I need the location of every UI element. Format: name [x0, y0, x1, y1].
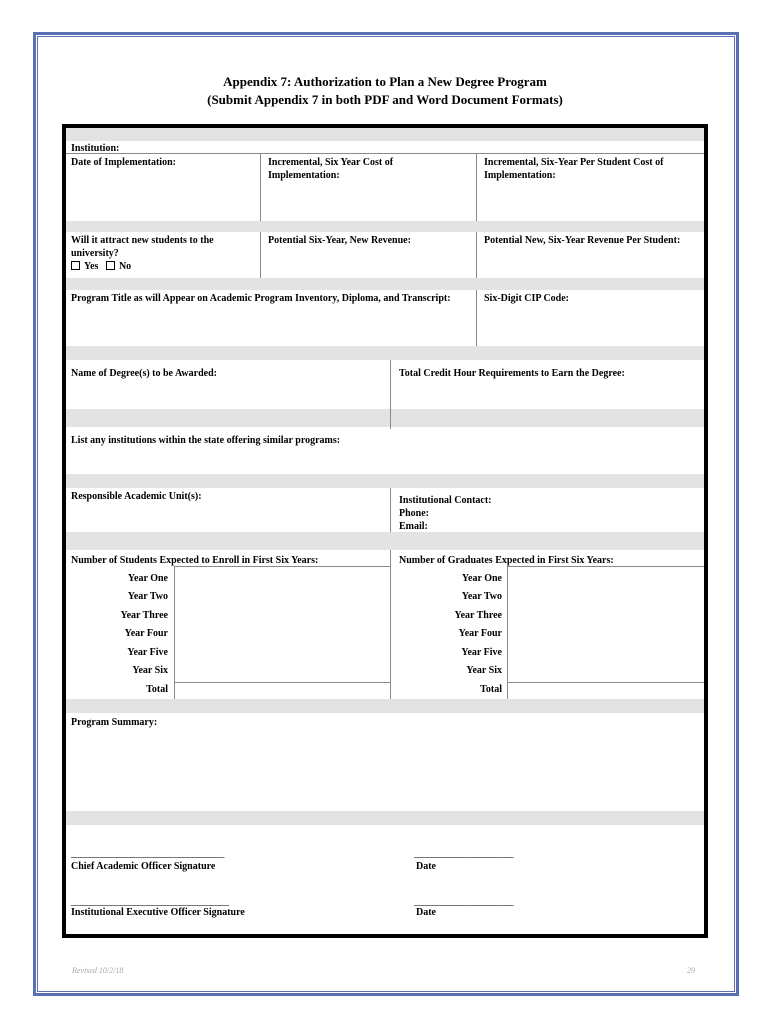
page-title: Appendix 7: Authorization to Plan a New Degree Program — [223, 74, 547, 89]
grad-year-label: Year Two — [461, 591, 502, 602]
shade-band — [66, 699, 704, 713]
per-student-cost-label: Incremental, Six-Year Per Student Cost of Implementation: — [484, 157, 664, 181]
revenue-label: Potential Six-Year, New Revenue: — [268, 235, 411, 246]
academic-unit-label: Responsible Academic Unit(s): — [71, 491, 202, 502]
cip-code-label: Six-Digit CIP Code: — [484, 293, 569, 304]
shade-band — [66, 532, 704, 550]
authorization-form — [62, 124, 708, 938]
rule — [174, 682, 390, 683]
executive-signature-label: Institutional Executive Officer Signature — [71, 907, 245, 918]
program-summary-label: Program Summary: — [71, 717, 158, 728]
enroll-year-label: Year Five — [127, 647, 168, 658]
degree-name-label: Name of Degree(s) to be Awarded: — [71, 368, 217, 379]
attract-students-label: Will it attract new students to the university? — [71, 235, 214, 259]
rule — [390, 360, 391, 429]
enroll-total-label: Total — [146, 684, 168, 695]
graduates-header: Number of Graduates Expected in First Six Years: — [399, 555, 614, 566]
date-implementation-label: Date of Implementation: — [71, 157, 176, 168]
shade-band — [66, 221, 704, 232]
shade-band — [66, 811, 704, 825]
shade-band — [66, 409, 704, 427]
phone-label: Phone: — [399, 508, 429, 519]
rule — [260, 153, 261, 221]
no-checkbox[interactable] — [106, 261, 115, 270]
rule — [390, 550, 391, 699]
page-number: 29 — [687, 966, 695, 975]
page-subtitle: (Submit Appendix 7 in both PDF and Word Document Formats) — [207, 92, 563, 107]
rule — [476, 232, 477, 278]
enroll-year-label: Year Four — [124, 628, 168, 639]
yes-label: Yes — [84, 261, 99, 272]
date-label: Date — [416, 861, 436, 872]
rule — [507, 682, 704, 683]
credit-hours-label: Total Credit Hour Requirements to Earn the Degree: — [399, 368, 625, 379]
grad-year-label: Year Six — [466, 665, 502, 676]
enroll-header: Number of Students Expected to Enroll in First Six Years: — [71, 555, 319, 566]
enroll-year-label: Year Three — [120, 610, 168, 621]
date-line: ______________________ — [414, 848, 513, 859]
chief-academic-signature-label: Chief Academic Officer Signature — [71, 861, 216, 872]
rule — [260, 232, 261, 278]
rule — [476, 290, 477, 346]
shade-band — [66, 278, 704, 290]
signature-line: __________________________________ — [71, 848, 224, 859]
enroll-year-label: Year Two — [127, 591, 168, 602]
grad-year-label: Year One — [461, 573, 502, 584]
yes-checkbox[interactable] — [71, 261, 80, 270]
cost-implementation-label: Incremental, Six Year Cost of Implementation: — [268, 157, 394, 181]
date-line: ______________________ — [414, 896, 513, 907]
similar-programs-label: List any institutions within the state offering similar programs: — [71, 435, 341, 446]
rule — [390, 488, 391, 532]
revenue-per-student-label: Potential New, Six-Year Revenue Per Student: — [484, 235, 681, 246]
revision-note: Revised 10/2/18 — [72, 966, 124, 975]
grad-total-label: Total — [480, 684, 502, 695]
institution-label: Institution: — [71, 143, 120, 154]
rule — [476, 153, 477, 221]
program-title-label: Program Title as will Appear on Academic Program Inventory, Diploma, and Transcript: — [71, 293, 451, 304]
no-label: No — [118, 261, 132, 272]
enroll-year-label: Year One — [127, 573, 168, 584]
date-label: Date — [416, 907, 436, 918]
contact-label: Institutional Contact: — [399, 495, 492, 506]
rule — [174, 566, 175, 699]
grad-year-label: Year Three — [454, 610, 502, 621]
shade-band — [66, 474, 704, 488]
enroll-year-label: Year Six — [132, 665, 168, 676]
signature-line: ___________________________________ — [71, 896, 229, 907]
yes-no-options — [71, 261, 131, 274]
email-label: Email: — [399, 521, 428, 532]
rule — [66, 153, 704, 154]
shade-band — [66, 128, 704, 141]
grad-year-label: Year Four — [458, 628, 502, 639]
grad-year-label: Year Five — [461, 647, 502, 658]
shade-band — [66, 346, 704, 360]
rule — [507, 566, 508, 699]
